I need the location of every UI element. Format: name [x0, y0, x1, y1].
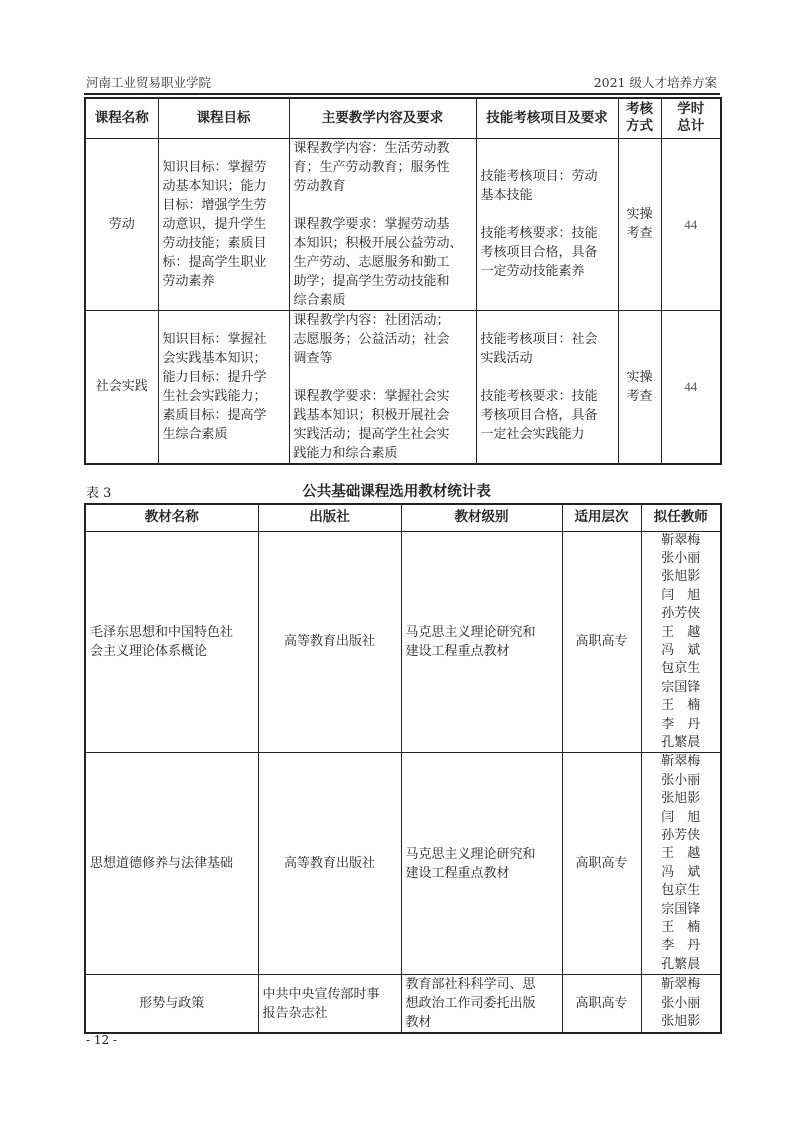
- course-content: 课程教学内容：社团活动； 志愿服务；公益活动；社会 调查等 课程教学要求：掌握社会实 践基本知识；积极开展社会 实践活动；提高学生社会实 践能力和综合素质: [289, 310, 476, 464]
- course-goal: 知识目标：掌握社 会实践基本知识； 能力目标：提升学 生社会实践能力； 素质目标：提高学 生综合素质: [158, 310, 289, 464]
- col-header: 拟任教师: [641, 504, 721, 531]
- textbook-name: 思想道德修养与法律基础: [85, 753, 258, 975]
- table-row: [85, 975, 721, 1034]
- course-table: [84, 97, 722, 465]
- col-header: 出版社: [258, 504, 401, 531]
- table-row: [85, 310, 721, 464]
- course-name: 劳动: [85, 138, 158, 310]
- table-row: [85, 531, 721, 753]
- course-skill: 技能考核项目：社会 实践活动 技能考核要求：技能 考核项目合格，具备 一定社会实践能力: [476, 310, 618, 464]
- col-header: 主要教学内容及要求: [289, 98, 476, 138]
- col-header: 课程名称: [85, 98, 158, 138]
- textbook-table: [84, 503, 722, 1034]
- publisher: 高等教育出版社: [258, 753, 401, 975]
- col-header: 教材级别: [401, 504, 562, 531]
- table-label: 表 3: [86, 486, 112, 501]
- table-row: [85, 138, 721, 310]
- header-institution: 河南工业贸易职业学院: [86, 75, 212, 90]
- col-header: 适用层次: [562, 504, 641, 531]
- applicable-tier: 高职高专: [562, 975, 641, 1034]
- applicable-tier: 高职高专: [562, 753, 641, 975]
- col-header: 技能考核项目及要求: [476, 98, 618, 138]
- textbook-level: 马克思主义理论研究和 建设工程重点教材: [401, 531, 562, 753]
- textbook-name: 形势与政策: [85, 975, 258, 1034]
- course-method: 实操 考查: [618, 310, 661, 464]
- publisher: 高等教育出版社: [258, 531, 401, 753]
- page-number: - 12 -: [86, 1033, 118, 1047]
- table-header-row: [85, 98, 721, 138]
- course-method: 实操 考查: [618, 138, 661, 310]
- course-hours: 44: [661, 138, 721, 310]
- publisher: 中共中央宣传部时事 报告杂志社: [258, 975, 401, 1034]
- textbook-name: 毛泽东思想和中国特色社 会主义理论体系概论: [85, 531, 258, 753]
- col-header: 教材名称: [85, 504, 258, 531]
- col-header: 考核 方式: [618, 98, 661, 138]
- textbook-level: 教育部社科科学司、思 想政治工作司委托出版 教材: [401, 975, 562, 1034]
- teachers: 靳翠梅 张小丽 张旭影 闫 旭 孙芳侠 王 越 冯 斌 包京生 宗国锋 王 楠 李 丹 孔繁晨: [641, 531, 721, 753]
- col-header: 课程目标: [158, 98, 289, 138]
- teachers: 靳翠梅 张小丽 张旭影: [641, 975, 721, 1034]
- teachers: 靳翠梅 张小丽 张旭影 闫 旭 孙芳侠 王 越 冯 斌 包京生 宗国锋 王 楠 李 丹 孔繁晨: [641, 753, 721, 975]
- course-goal: 知识目标：掌握劳 动基本知识；能力 目标：增强学生劳 动意识，提升学生 劳动技能；素质目 标：提高学生职业 劳动素养: [158, 138, 289, 310]
- header-rule: [84, 93, 720, 96]
- course-content: 课程教学内容：生活劳动教 育；生产劳动教育；服务性 劳动教育 课程教学要求：掌握劳动基 本知识；积极开展公益劳动、 生产劳动、志愿服务和勤工 助学；提高学生劳动技能和 综合素质: [289, 138, 476, 310]
- table-row: [85, 753, 721, 975]
- course-name: 社会实践: [85, 310, 158, 464]
- course-skill: 技能考核项目：劳动 基本技能 技能考核要求：技能 考核项目合格，具备 一定劳动技能素养: [476, 138, 618, 310]
- table-header-row: [85, 504, 721, 531]
- textbook-level: 马克思主义理论研究和 建设工程重点教材: [401, 753, 562, 975]
- applicable-tier: 高职高专: [562, 531, 641, 753]
- col-header: 学时 总计: [661, 98, 721, 138]
- header-document-title: 2021 级人才培养方案: [593, 75, 717, 90]
- course-hours: 44: [661, 310, 721, 464]
- table-title: 公共基础课程选用教材统计表: [302, 484, 491, 500]
